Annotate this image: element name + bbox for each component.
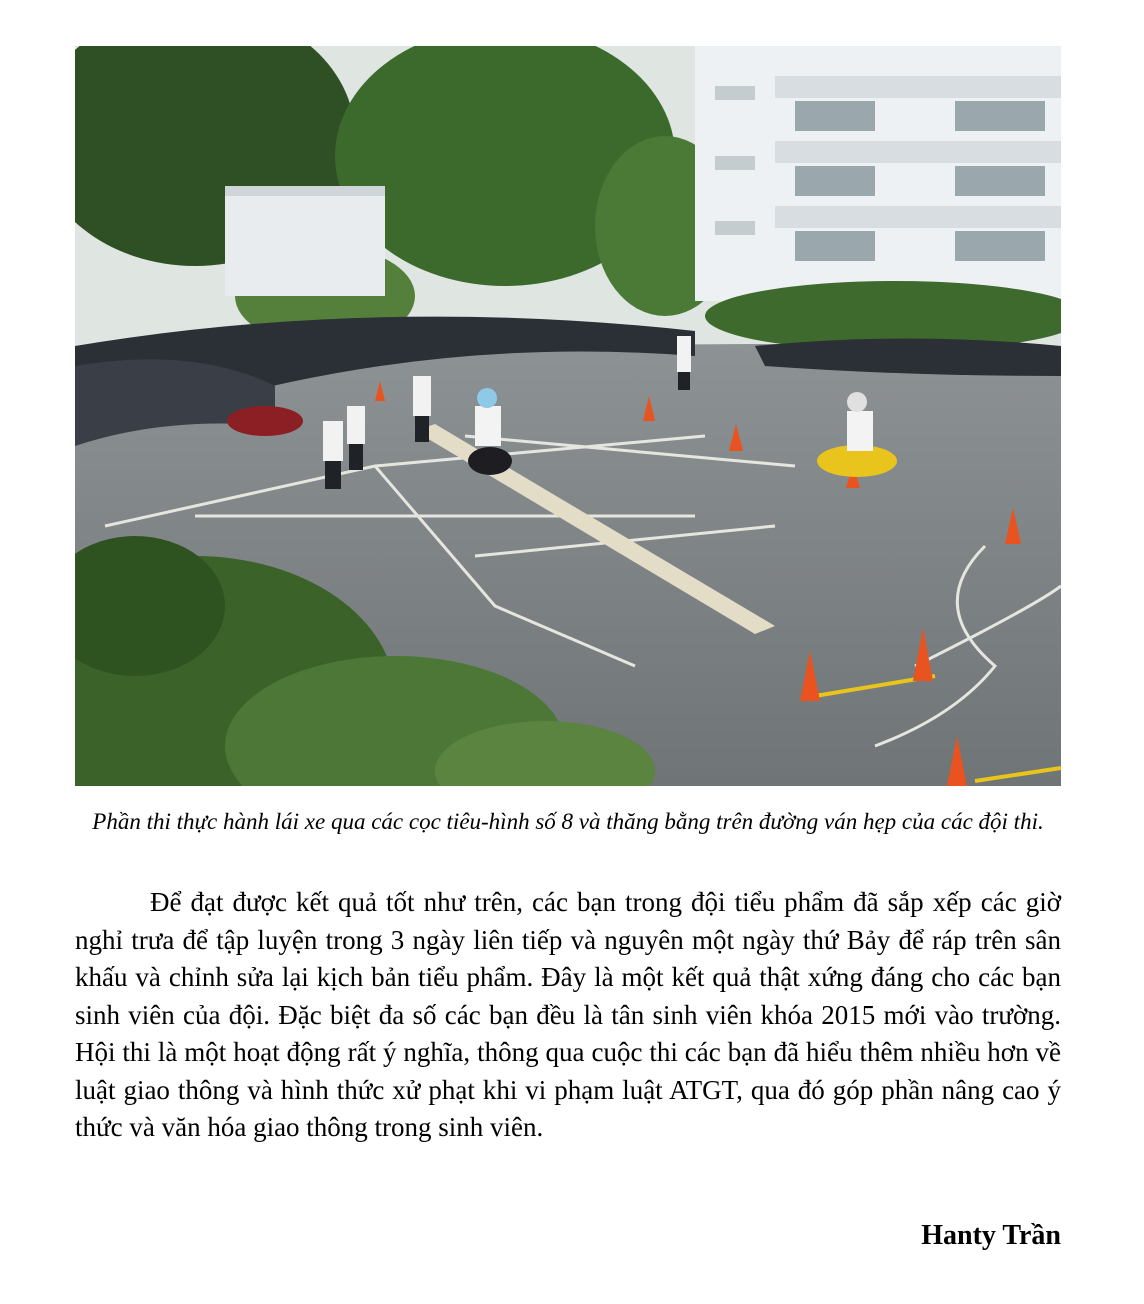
small-building [225, 186, 385, 296]
parked-motorcycle [227, 406, 303, 436]
photo-caption: Phần thi thực hành lái xe qua các cọc tiêu-hình số 8 và thăng bằng trên đường ván hẹp của các đội thi. [92, 809, 1044, 834]
article-photo [75, 46, 1061, 786]
large-building [695, 46, 1061, 301]
article-paragraph: Để đạt được kết quả tốt như trên, các bạn trong đội tiểu phẩm đã sắp xếp các giờ nghỉ trưa để tập luyện trong 3 ngày liên tiếp và nguyên một ngày thứ Bảy để ráp trên sân khấu và chỉnh sửa lại kịch bản tiểu phẩm. Đây là một kết quả thật xứng đáng cho các bạn sinh viên của đội. Đặc biệt đa số các bạn đều là tân sinh viên khóa 2015 mới vào trường. Hội thi là một hoạt động rất ý nghĩa, thông qua cuộc thi các bạn đã hiểu thêm nhiều hơn về luật giao thông và hình thức xử phạt khi vi phạm luật ATGT, qua đó góp phần nâng cao ý thức và văn hóa giao thông trong sinh viên. [75, 887, 1061, 1142]
author-signature: Hanty Trần [921, 1220, 1061, 1251]
photo-illustration [75, 46, 1061, 786]
